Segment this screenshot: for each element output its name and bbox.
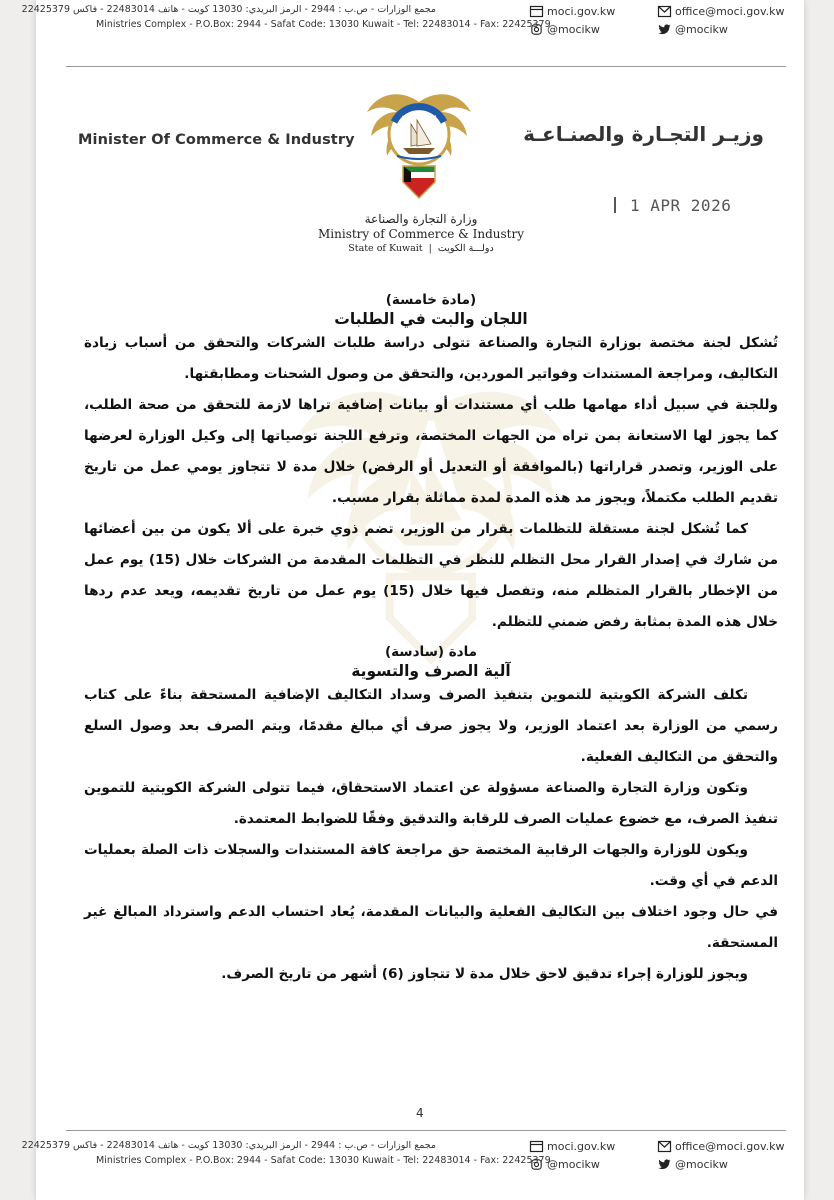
address-ar: مجمع الوزارات - ص.ب : 2944 - الرمز البريدي: 13030 كويت - هاتف 22483014 - فاكس 22425379	[21, 4, 436, 15]
instagram-icon	[530, 1159, 543, 1170]
article-6-paragraph-2: وتكون وزارة التجارة والصناعة مسؤولة عن اعتماد الاستحقاق، فيما تتولى الشركة الكويتية للتموين تنفيذ الصرف، مع خضوع عمليات الصرف للرقابة والتدقيق وفقًا للضوابط المعتمدة.	[84, 780, 778, 827]
footer-instagram-link[interactable]: @mocikw	[530, 1158, 600, 1171]
twitter-icon	[658, 24, 671, 35]
web-icon	[530, 1141, 543, 1152]
top-contact-strip	[21, 0, 804, 46]
email-icon	[658, 6, 671, 17]
document-page	[21, 0, 804, 1200]
kuwait-crest-icon	[359, 82, 479, 210]
document-body	[84, 292, 778, 990]
header-divider	[66, 66, 786, 67]
page-number: 4	[416, 1106, 424, 1120]
footer-twitter-link[interactable]: @mocikw	[658, 1158, 728, 1171]
state-line: State of Kuwait | دولـــة الكويت	[348, 243, 494, 254]
bottom-contact-strip	[21, 1134, 804, 1184]
address-block	[21, 2, 551, 32]
crest-text: دولة الكويت	[401, 112, 437, 120]
ministry-name-en: Ministry of Commerce & Industry	[318, 227, 524, 241]
article-6-paragraph-1: تكلف الشركة الكويتية للتموين بتنفيذ الصرف وسداد التكاليف الإضافية المستحقة بناءً على كتاب رسمي من الوزارة بعد اعتماد الوزير، ولا يجوز صرف أي مبالغ مقدمًا، ويتم الصرف بعد وصول السلع والتحقق من التكاليف الفعلية.	[84, 687, 778, 765]
twitter-icon	[658, 1159, 671, 1170]
minister-title-ar: وزيـر التجـارة والصنـاعـة	[523, 122, 764, 146]
article-6-paragraph-4: في حال وجود اختلاف بين التكاليف الفعلية والبيانات المقدمة، يُعاد احتساب الدعم واسترداد المبالغ غير المستحقة.	[84, 904, 778, 951]
twitter-link[interactable]: @mocikw	[658, 23, 728, 36]
email-link[interactable]: office@moci.gov.kw	[658, 5, 784, 18]
article-5-paragraph-1: تُشكل لجنة مختصة بوزارة التجارة والصناعة تتولى دراسة طلبات الشركات والتحقق من أسباب زيادة التكاليف، ومراجعة المستندات وفواتير الموردين، والتحقق من وصول الشحنات ومطابقتها.	[84, 335, 778, 382]
website-link[interactable]: moci.gov.kw	[530, 5, 615, 18]
article-6-label: مادة (سادسة)	[384, 644, 478, 660]
article-6-paragraph-5: ويجوز للوزارة إجراء تدقيق لاحق خلال مدة لا تتجاوز (6) أشهر من تاريخ الصرف.	[221, 966, 748, 982]
web-icon	[530, 6, 543, 17]
article-5-paragraph-3: كما تُشكل لجنة مستقلة للتظلمات بقرار من الوزير، تضم ذوي خبرة على ألا يكون من بين أعضائها من شارك في إصدار القرار محل التظلم للنظر في التظلمات المقدمة من الشركات خلال (15) يوم عمل من الإخطار بالقرار المتظلم منه، وتفصل فيها خلال (15) يوم عمل من تاريخ تقديمه، ويعد عدم ردها خلال هذه المدة بمثابة رفض ضمني للتظلم.	[84, 521, 778, 630]
ministry-name-ar: وزارة التجارة والصناعة	[364, 212, 478, 226]
instagram-icon	[530, 24, 543, 35]
address-en: Ministries Complex - P.O.Box: 2944 - Safat Code: 13030 Kuwait - Tel: 22483014 - Fax: 22425379	[96, 19, 551, 30]
article-6-paragraph-3: ويكون للوزارة والجهات الرقابية المختصة حق مراجعة كافة المستندات والسجلات ذات الصلة بعمليات الدعم في أي وقت.	[84, 842, 778, 889]
article-5-paragraph-2: وللجنة في سبيل أداء مهامها طلب أي مستندات أو بيانات إضافية تراها لازمة للتحقق من صحة الطلب، كما يجوز لها الاستعانة بمن تراه من الجهات المختصة، وترفع اللجنة توصياتها إلى وكيل الوزارة لعرضها على الوزير، وتصدر قراراتها (بالموافقة أو التعديل أو الرفض) خلال مدة لا تتجاوز يومي عمل من تاريخ تقديم الطلب مكتملاً، ويجوز مد هذه المدة لمدة مماثلة بقرار مسبب.	[84, 397, 778, 506]
email-icon	[658, 1141, 671, 1152]
footer-address-ar: مجمع الوزارات - ص.ب : 2944 - الرمز البريدي: 13030 كويت - هاتف 22483014 - فاكس 22425379	[21, 1140, 436, 1151]
footer-address-block	[21, 1138, 551, 1168]
date-stamp: 1 APR 2026	[614, 196, 731, 215]
ministry-block	[316, 212, 526, 254]
footer-address-en: Ministries Complex - P.O.Box: 2944 - Safat Code: 13030 Kuwait - Tel: 22483014 - Fax: 22425379	[96, 1155, 551, 1166]
footer-website-link[interactable]: moci.gov.kw	[530, 1140, 615, 1153]
article-5-title: اللجان والبت في الطلبات	[334, 310, 528, 328]
minister-title-en: Minister Of Commerce & Industry	[78, 132, 355, 148]
footer-divider	[66, 1130, 786, 1131]
footer-email-link[interactable]: office@moci.gov.kw	[658, 1140, 784, 1153]
instagram-link[interactable]: @mocikw	[530, 23, 600, 36]
article-6-title: آلية الصرف والتسوية	[351, 662, 511, 680]
article-5-label: (مادة خامسة)	[385, 292, 477, 308]
